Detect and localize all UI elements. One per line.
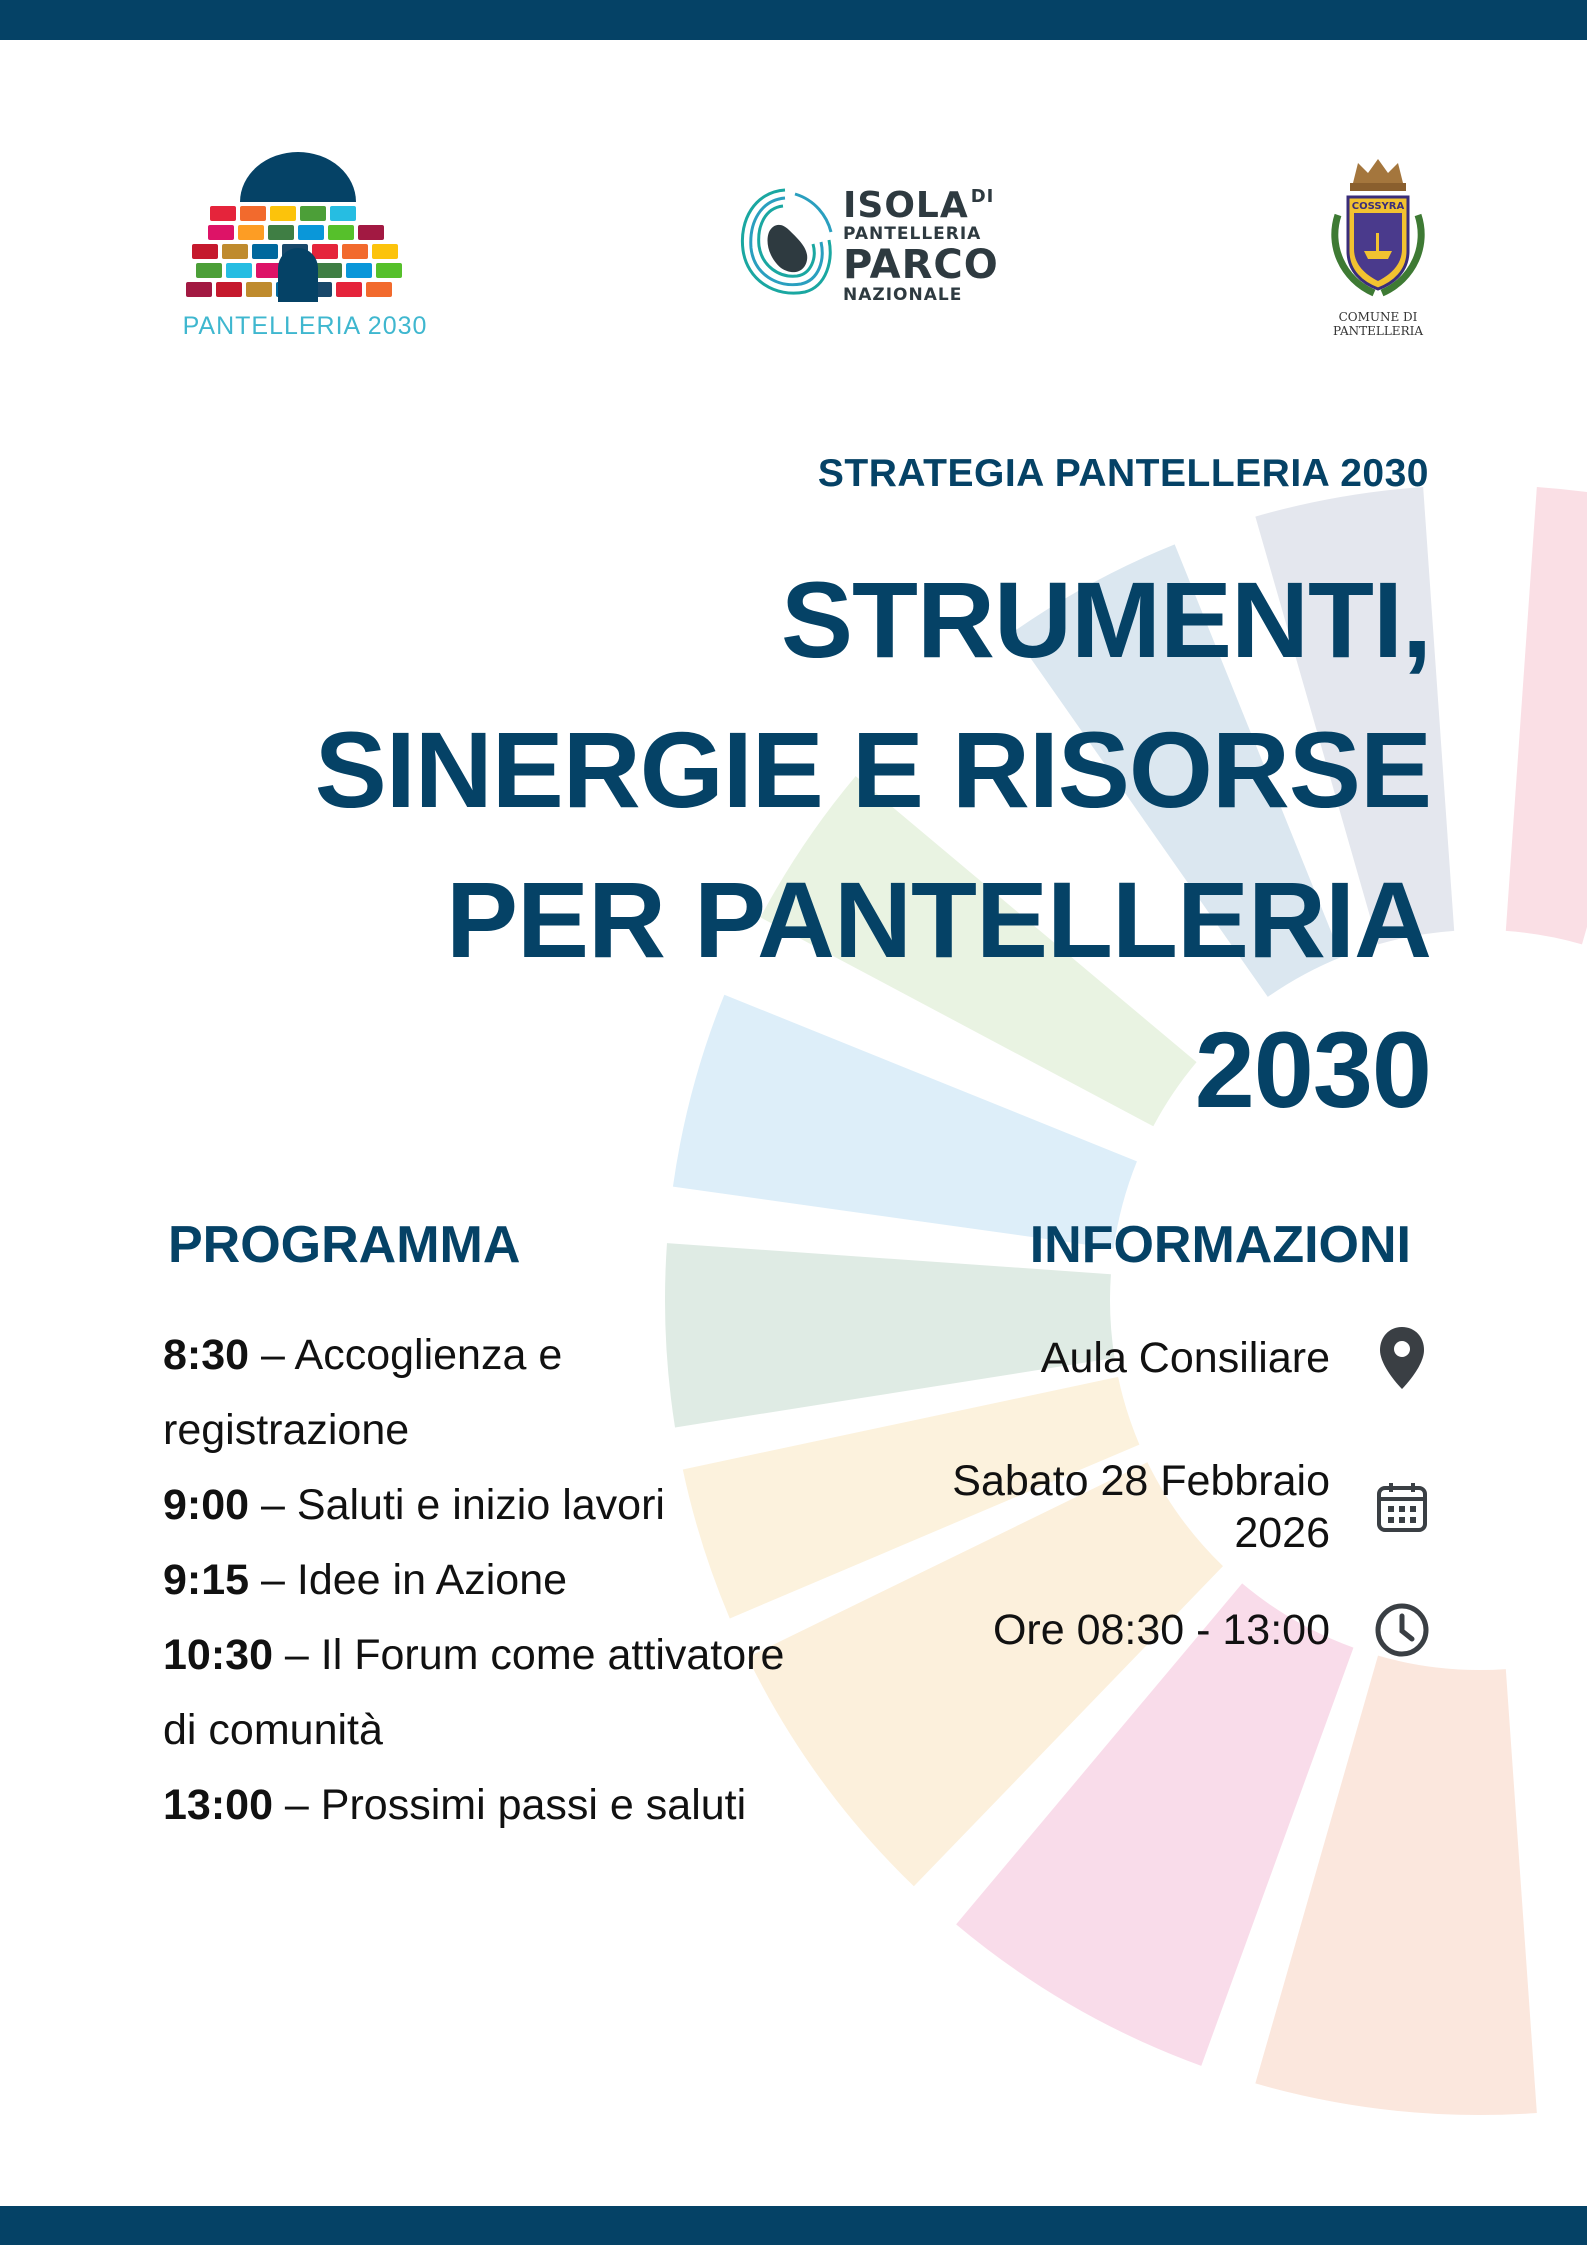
- crest-shield-text: COSSYRA: [1351, 201, 1405, 212]
- headline-line-4: 2030: [1194, 1009, 1431, 1130]
- program-text: Saluti e inizio lavori: [296, 1481, 665, 1529]
- program-time: 10:30: [163, 1631, 273, 1679]
- map-pin-icon: [1372, 1323, 1432, 1393]
- program-sep: –: [249, 1481, 297, 1529]
- pantelleria-2030-caption: PANTELLERIA 2030: [182, 312, 428, 340]
- info-date-line1: Sabato 28 Febbraio: [952, 1457, 1330, 1505]
- info-time-row: [993, 1595, 1432, 1665]
- parco-line1b: DI: [970, 186, 995, 207]
- parco-wordmark: [843, 185, 999, 305]
- parco-line4: NAZIONALE: [843, 285, 963, 305]
- info-time: Ore 08:30 - 13:00: [992, 1606, 1330, 1654]
- program-text: Prossimi passi e saluti: [320, 1781, 747, 1829]
- program-text: Il Forum come attivatore di comunità: [163, 1631, 785, 1754]
- info-location: Aula Consiliare: [1040, 1334, 1330, 1382]
- info-date-row: [952, 1455, 1432, 1559]
- event-kicker: STRATEGIA PANTELLERIA 2030: [817, 452, 1429, 495]
- program-item: [163, 1543, 803, 1618]
- headline-line-2: SINERGIE E RISORSE: [314, 709, 1431, 830]
- headline-line-1: STRUMENTI,: [781, 559, 1431, 680]
- headline-line-3: PER PANTELLERIA: [445, 859, 1431, 980]
- bottom-bar: [0, 2206, 1587, 2245]
- program-list: [163, 1318, 803, 1843]
- comune-caption-line1: COMUNE DI: [1338, 310, 1418, 324]
- program-title: PROGRAMMA: [168, 1216, 521, 1274]
- program-time: 9:15: [163, 1556, 250, 1604]
- info-date: [952, 1455, 1330, 1559]
- program-text: Idee in Azione: [296, 1556, 568, 1604]
- coat-of-arms-icon: [1318, 155, 1438, 305]
- program-time: 9:00: [163, 1481, 250, 1529]
- info-date-line2: 2026: [1234, 1509, 1330, 1557]
- program-item: [163, 1618, 803, 1768]
- program-sep: –: [249, 1556, 297, 1604]
- info-title: INFORMAZIONI: [1029, 1216, 1411, 1274]
- program-time: 8:30: [163, 1331, 250, 1379]
- program-item: [163, 1768, 803, 1843]
- clock-icon: [1372, 1595, 1432, 1665]
- event-headline: [315, 545, 1431, 1145]
- island-fingerprint-icon: [735, 180, 835, 310]
- igloo-icon: [170, 150, 440, 310]
- comune-caption-line2: PANTELLERIA: [1332, 324, 1424, 338]
- program-item: [163, 1468, 803, 1543]
- pantelleria-2030-logo: [170, 150, 440, 350]
- program-item: [163, 1318, 803, 1468]
- program-text: Accoglienza e registrazione: [163, 1331, 563, 1454]
- parco-line3: PARCO: [843, 242, 999, 288]
- program-sep: –: [272, 1781, 321, 1829]
- parco-nazionale-logo: [735, 180, 999, 315]
- parco-line2: PANTELLERIA: [843, 224, 982, 244]
- comune-di-pantelleria-crest: [1318, 155, 1438, 345]
- program-sep: –: [272, 1631, 321, 1679]
- info-location-row: [1041, 1323, 1432, 1393]
- wheel-segment: [1506, 487, 1587, 944]
- program-time: 13:00: [163, 1781, 273, 1829]
- calendar-icon: [1372, 1472, 1432, 1542]
- parco-line1: ISOLA: [843, 185, 969, 226]
- program-sep: –: [249, 1331, 295, 1379]
